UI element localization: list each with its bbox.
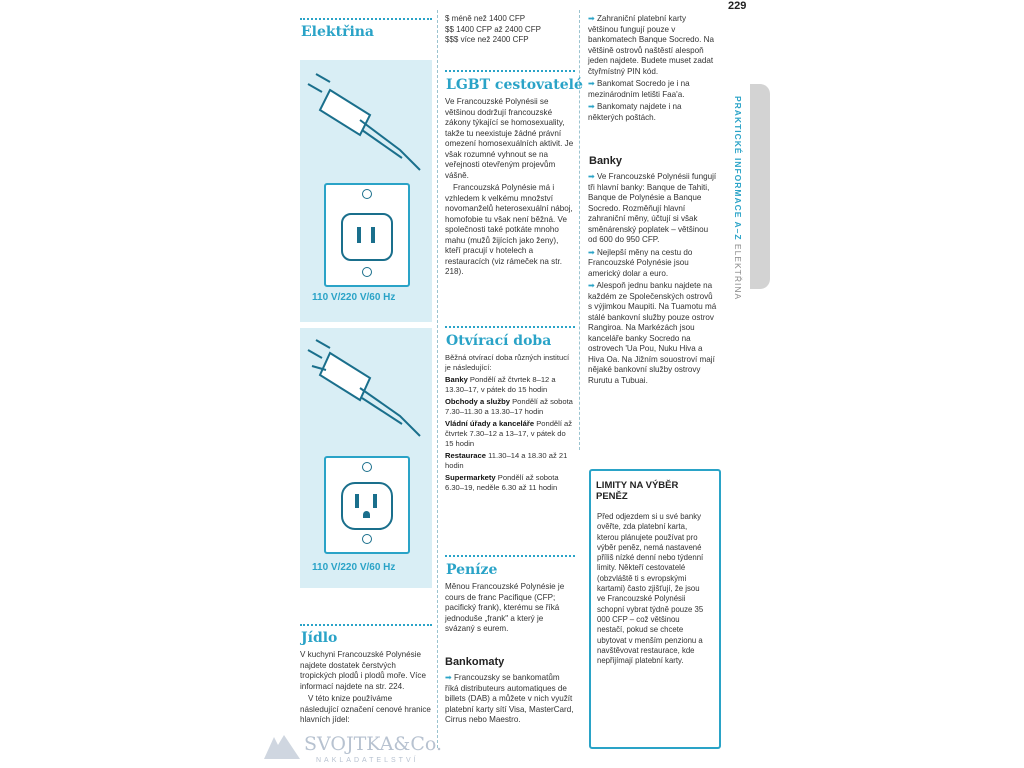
- bankomaty-text: ➡ Francouzsky se bankomatům říká distributeurs automatiques de billets (DAB) a můžete v nich využít platební karty sítí Visa, MasterCard, Cirrus nebo Maestro.: [445, 673, 574, 724]
- section-rule: [445, 70, 575, 72]
- penize-text: Měnou Francouzské Polynésie je cours de franc Pacifique (CFP; pacifický frank), kterému se říká jednoduše „frank" a který je svázaný s eurem.: [445, 582, 565, 633]
- section-rule: [300, 624, 432, 626]
- voltage-label: 110 V/220 V/60 Hz: [312, 292, 396, 303]
- atm-bullets: ➡ Zahraniční platební karty většinou fungují pouze v bankomatech Banque Socredo. Na většině ostrovů naštěstí alespoň jeden najdete. Budete muset zadat čtyřmístný PIN kód. ➡ Bankomat Socredo je i na mezinárodním letišti Faa'a. ➡ Bankomaty najdete i na některých poštách.: [588, 14, 714, 122]
- section-rule: [445, 555, 575, 557]
- jidlo-text: V kuchyni Francouzské Polynésie najdete dostatek čerstvých tropických plodů i plodů moře. Více informací najdete na str. 224. V této knize používáme následující označení cenové hranice hlavních jídel:: [300, 650, 431, 724]
- section-title-elektrina: Elektřina: [301, 24, 375, 40]
- voltage-label: 110 V/220 V/60 Hz: [312, 562, 396, 573]
- side-tab-label: PRAKTICKÉ INFORMACE A–Z ELEKTŘINA: [733, 96, 743, 301]
- plug-illustration-panel: [300, 60, 432, 322]
- column-divider: [437, 10, 438, 748]
- plug-icon: [300, 60, 432, 180]
- side-tab: [750, 84, 770, 289]
- hours-item: Supermarkety Pondělí až sobota 6.30–19, neděle 6.30 až 11 hodin: [445, 473, 559, 492]
- section-title-jidlo: Jídlo: [301, 630, 338, 646]
- section-rule: [445, 326, 575, 328]
- plug-icon: [300, 328, 432, 448]
- section-title-oteviraci: Otvírací doba: [446, 333, 552, 349]
- hours-item: Obchody a služby Pondělí až sobota 7.30–11.30 a 13.30–17 hodin: [445, 397, 573, 416]
- subheading-banky: Banky: [589, 155, 623, 167]
- section-title-penize: Peníze: [446, 562, 498, 578]
- publisher-sub: NAKLADATELSTVÍ: [316, 757, 419, 764]
- info-box-text: Před odjezdem si u své banky ověřte, zda platební karta, kterou plánujete používat pro výběr peněz, nemá nastavené příliš nízké denní nebo týdenní limity. Někteří cestovatelé (obzvláště ti s evropskými kartami) často zjišťují, že jsou ve Francouzské Polynésii schopní vybrat týdně pouze 35 000 CFP – což většinou nestačí, pokud se chcete ubytovat v menším penzionu a navštěvovat restaurace, kde nepřijímají platební karty.: [597, 512, 704, 666]
- hours-item: Restaurace 11.30–14 a 18.30 až 21 hodin: [445, 451, 568, 470]
- section-rule: [300, 18, 432, 20]
- lgbt-text: Ve Francouzské Polynésii se většinou dodržují francouzské zákony týkající se homosexuality, takže tu neexistuje žádné právní omezení homosexuálních aktivit. Je však rozumné vyhnout se na veřejnosti otevřeným projevům vášně. Francouzská Polynésie má i vzhledem k velkému množství novomanželů heterosexuální náboj, homofobie tu však není běžná. Ve společnosti také potkáte mnoho mahu (mužů žijících jako ženy), kteří pracují v hotelech a restauracích (viz rámeček na str. 218).: [445, 97, 574, 276]
- hours-item: Vládní úřady a kanceláře Pondělí až čtvrtek 7.30–12 a 13–17, v pátek do 15 hodin: [445, 419, 573, 448]
- column-divider: [579, 10, 580, 450]
- subheading-bankomaty: Bankomaty: [445, 656, 505, 668]
- outlet-icon: [324, 456, 410, 554]
- section-title-lgbt: LGBT cestovatelé: [446, 77, 583, 93]
- hours-list: Běžná otvírací doba různých institucí je následující: Banky Pondělí až čtvrtek 8–12 a 13.30–17, v pátek do 15 hodin Obchody a služby Pondělí až sobota 7.30–11.30 a 13.30–17 hodin Vládní úřady a kanceláře Pondělí až čtvrtek 7.30–12 a 13–17, v pátek do 15 hodin Restaurace 11.30–14 a 18.30 až 21 hodin Supermarkety Pondělí až sobota 6.30–19, neděle 6.30 až 11 hodin: [445, 353, 575, 495]
- price-legend: $ méně než 1400 CFP $$ 1400 CFP až 2400 CFP $$$ více než 2400 CFP: [445, 14, 541, 44]
- outlet-icon: [324, 183, 410, 287]
- bank-bullets: ➡ Ve Francouzské Polynésii fungují tři hlavní banky: Banque de Tahiti, Banque de Polynésie a Banque Socredo. Rozměňují hlavní zahraniční měny, účtují si však směnárenský poplatek – většinou od 600 do 950 CFP. ➡ Nejlepší měny na cestu do Francouzské Polynésie jsou americký dolar a euro. ➡ Alespoň jednu banku najdete na každém ze Společenských ostrovů s výjimkou Maupiti. Na Tuamotu má stálé bankovní služby pouze ostrov Rangiroa. Na Markézách jsou kanceláře banky Socredo na ostrovech 'Ua Pou, Nuku Hiva a Hiva Oa. Na Jižním souostroví mají nějaké bankovní služby ostrovy Rurutu a Tubuai.: [588, 172, 717, 385]
- hours-item: Banky Pondělí až čtvrtek 8–12 a 13.30–17, v pátek do 15 hodin: [445, 375, 556, 394]
- plug-illustration-panel-2: [300, 328, 432, 588]
- page-number: 229: [728, 0, 747, 12]
- info-box-title: LIMITY NA VÝBĚR PENĚZ: [596, 480, 679, 502]
- publisher-name: SVOJTKA&Co.: [304, 733, 443, 755]
- publisher-mark-icon: [262, 733, 302, 761]
